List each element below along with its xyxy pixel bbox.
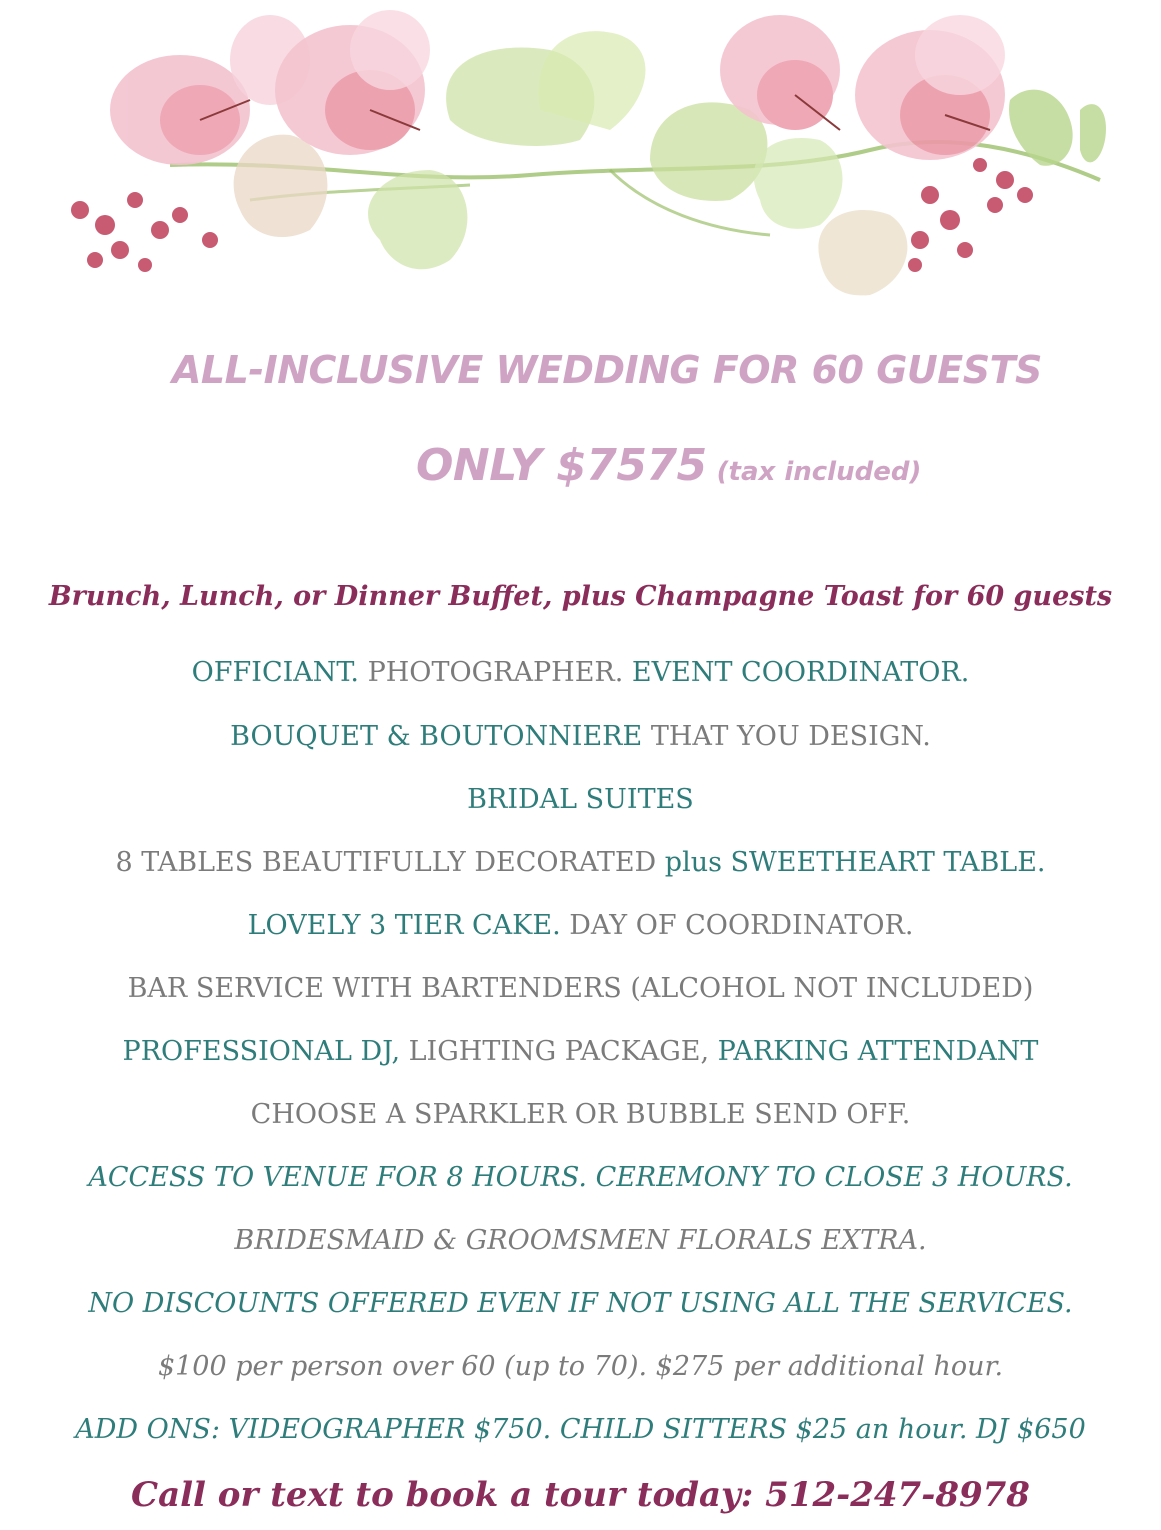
- price-label: ONLY $7575: [416, 440, 707, 491]
- event-coordinator-text: EVENT COORDINATOR.: [631, 657, 970, 688]
- bar-service-text: BAR SERVICE WITH BARTENDERS (ALCOHOL NOT INCLUDED): [127, 973, 1034, 1004]
- detail-line-sendoff: [0, 1098, 1161, 1132]
- detail-line-bouquet: [0, 720, 1161, 754]
- sendoff-text: CHOOSE A SPARKLER OR BUBBLE SEND OFF.: [250, 1099, 911, 1130]
- tax-note: (tax included): [716, 457, 922, 487]
- headline: ALL-INCLUSIVE WEDDING FOR 60 GUESTS: [172, 348, 1042, 392]
- lighting-text: LIGHTING PACKAGE,: [400, 1036, 718, 1067]
- detail-line-tables: [0, 846, 1161, 880]
- sweetheart-text: plus SWEETHEART TABLE.: [664, 847, 1046, 878]
- bridal-suites-text: BRIDAL SUITES: [467, 784, 694, 815]
- detail-line-suites: [0, 783, 1161, 817]
- officiant-text: OFFICIANT.: [191, 657, 360, 688]
- day-coordinator-text: DAY OF COORDINATOR.: [560, 910, 914, 941]
- detail-line-pricing: $100 per person over 60 (up to 70). $275 per additional hour.: [157, 1351, 1004, 1382]
- dj-text: PROFESSIONAL DJ,: [122, 1036, 401, 1067]
- price-row: [416, 440, 921, 491]
- detail-line-cake: [0, 909, 1161, 943]
- detail-line-dj: [0, 1035, 1161, 1069]
- floral-banner: [50, 0, 1112, 320]
- detail-line-bar: [0, 972, 1161, 1006]
- bouquet-text: BOUQUET & BOUTONNIERE: [230, 721, 643, 752]
- tables-text: 8 TABLES BEAUTIFULLY DECORATED: [115, 847, 665, 878]
- detail-line-florals: BRIDESMAID & GROOMSMEN FLORALS EXTRA.: [234, 1225, 927, 1256]
- design-text: THAT YOU DESIGN.: [642, 721, 931, 752]
- photographer-text: PHOTOGRAPHER.: [359, 657, 632, 688]
- floral-banner-art: [50, 0, 1112, 320]
- detail-line-access: ACCESS TO VENUE FOR 8 HOURS. CEREMONY TO CLOSE 3 HOURS.: [88, 1162, 1073, 1193]
- cake-text: LOVELY 3 TIER CAKE.: [247, 910, 561, 941]
- detail-line-addons: ADD ONS: VIDEOGRAPHER $750. CHILD SITTERS $25 an hour. DJ $650: [75, 1414, 1086, 1445]
- detail-line-discounts: NO DISCOUNTS OFFERED EVEN IF NOT USING ALL THE SERVICES.: [88, 1288, 1073, 1319]
- detail-line-staff: [0, 656, 1161, 690]
- parking-text: PARKING ATTENDANT: [717, 1036, 1039, 1067]
- menu-line: Brunch, Lunch, or Dinner Buffet, plus Champagne Toast for 60 guests: [48, 581, 1113, 612]
- call-to-action: Call or text to book a tour today: 512-247-8978: [131, 1475, 1030, 1515]
